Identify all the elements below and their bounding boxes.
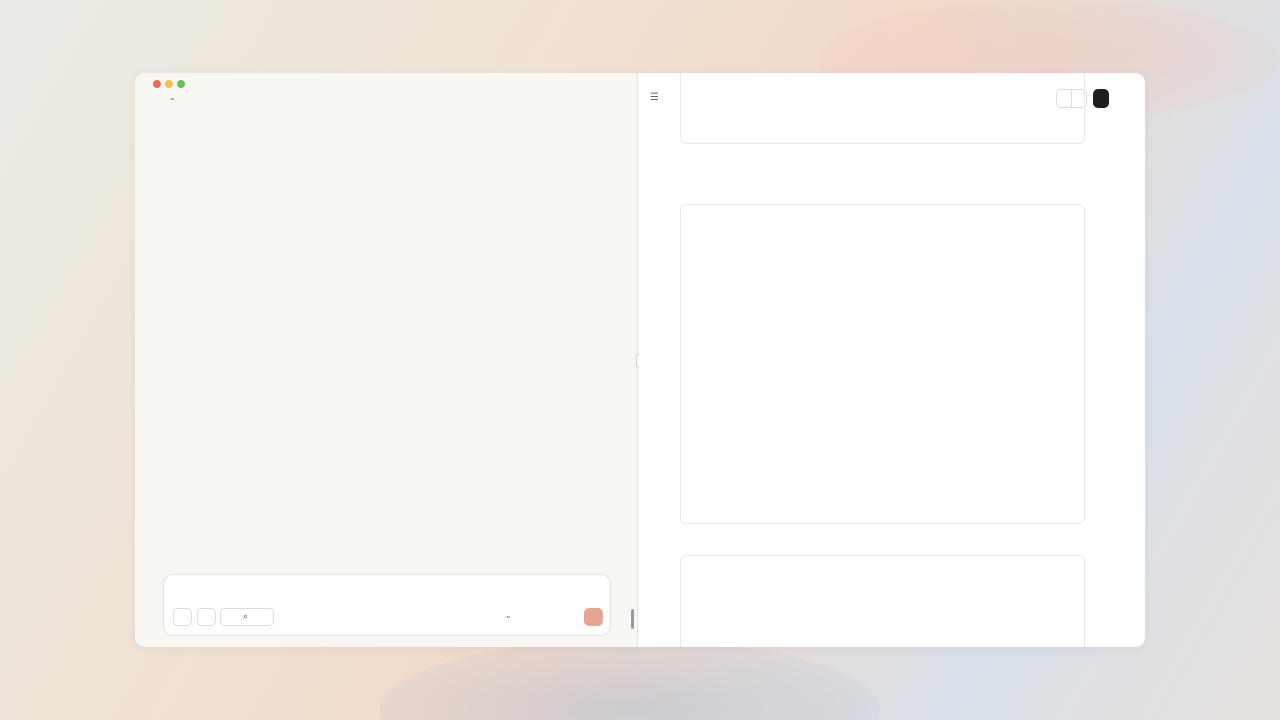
- code-line: [689, 624, 728, 638]
- chevron-down-icon: ⌄: [169, 93, 176, 102]
- yaml-code-block: [680, 204, 1085, 524]
- chat-scrollbar[interactable]: [631, 609, 634, 629]
- table-of-contents-icon[interactable]: ☰: [650, 92, 659, 103]
- maximize-window-button[interactable]: [177, 80, 185, 88]
- search-icon: ⌕: [242, 612, 249, 622]
- artifact-pane: [639, 73, 1145, 647]
- chat-pane: [135, 73, 638, 647]
- message-content: [178, 113, 618, 135]
- tools-button[interactable]: [197, 608, 216, 626]
- window-controls: [153, 80, 185, 88]
- code-comment: [689, 583, 728, 597]
- close-window-button[interactable]: [153, 80, 161, 88]
- code-line: [689, 597, 728, 611]
- research-button[interactable]: [220, 608, 274, 626]
- cut-off-text: [178, 113, 618, 127]
- conversation-title-menu[interactable]: [166, 93, 176, 102]
- model-selector[interactable]: [502, 611, 512, 620]
- code-block: [680, 73, 1085, 144]
- reply-composer[interactable]: [163, 574, 611, 636]
- app-window: [135, 73, 1145, 647]
- python-code-block: [680, 555, 1085, 647]
- add-attachment-button[interactable]: [173, 608, 192, 626]
- code-line: [689, 610, 728, 624]
- background-blob: [380, 640, 880, 720]
- publish-button[interactable]: [1093, 89, 1109, 108]
- minimize-window-button[interactable]: [165, 80, 173, 88]
- chevron-down-icon: ⌄: [505, 611, 512, 620]
- send-button[interactable]: [584, 608, 603, 626]
